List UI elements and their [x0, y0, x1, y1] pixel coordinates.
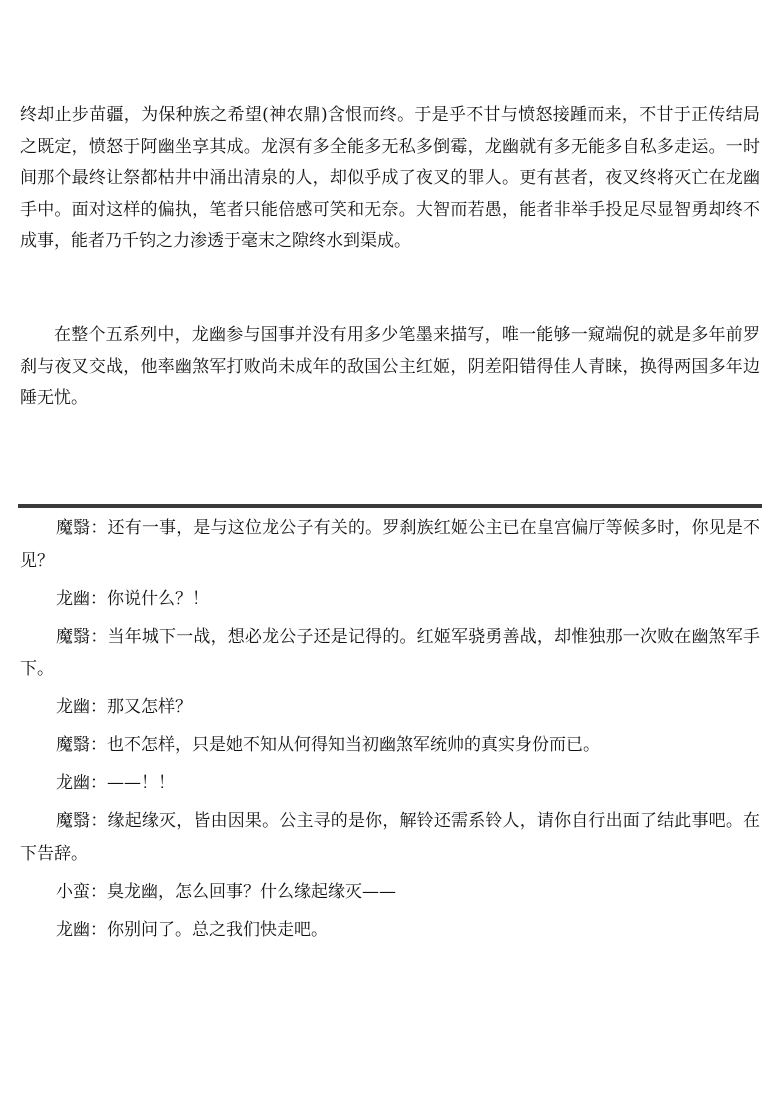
dialogue-line: 龙幽：那又怎样？ [56, 697, 192, 717]
dialogue-line: 小蛮：臭龙幽，怎么回事？什么缘起缘灭—— [56, 881, 396, 902]
essay-paragraph-2: 在整个五系列中，龙幽参与国事并没有用多少笔墨来描写，唯一能够一窥端倪的就是多年前罗刹与夜叉交战，他率幽煞军打败尚未成年的敌国公主红姬，阴差阳错得佳人青睐，换得两国多年边陲无忧。 [20, 325, 760, 408]
dialogue-line: 魔翳：还有一事，是与这位龙公子有关的。罗刹族红姬公主已在皇宫偏厅等候多时，你见是不见？ [20, 518, 760, 571]
dialogue-line: 龙幽：你说什么？！ [56, 588, 209, 609]
dialogue-line: 魔翳：缘起缘灭，皆由因果。公主寻的是你，解铃还需系铃人，请你自行出面了结此事吧。在下告辞。 [20, 811, 760, 864]
dialogue-line: 魔翳：当年城下一战，想必龙公子还是记得的。红姬军骁勇善战，却惟独那一次败在幽煞军手下。 [20, 626, 760, 679]
dialogue-line: 魔翳：也不怎样，只是她不知从何得知当初幽煞军统帅的真实身份而已。 [56, 735, 600, 755]
essay-paragraph-1: 终却止步苗疆，为保种族之希望(神农鼎)含恨而终。于是乎不甘与愤怒接踵而来，不甘于正传结局之既定，愤怒于阿幽坐享其成。龙溟有多全能多无私多倒霉，龙幽就有多无能多自私多走运。一时间那个最终让祭都枯井中涌出清泉的人，却似乎成了夜叉的罪人。更有甚者，夜叉终将灭亡在龙幽手中。面对这样的偏执，笔者只能倍感可笑和无奈。大智而若愚，能者非举手投足尽显智勇却终不成事，能者乃千钧之力渗透于毫末之隙终水到渠成。 [20, 105, 760, 251]
dialogue-line: 龙幽：——！！ [56, 773, 175, 793]
dialogue-line: 龙幽：你别问了。总之我们快走吧。 [56, 919, 328, 940]
dialogue-excerpt [20, 512, 760, 952]
section-divider [18, 504, 762, 508]
